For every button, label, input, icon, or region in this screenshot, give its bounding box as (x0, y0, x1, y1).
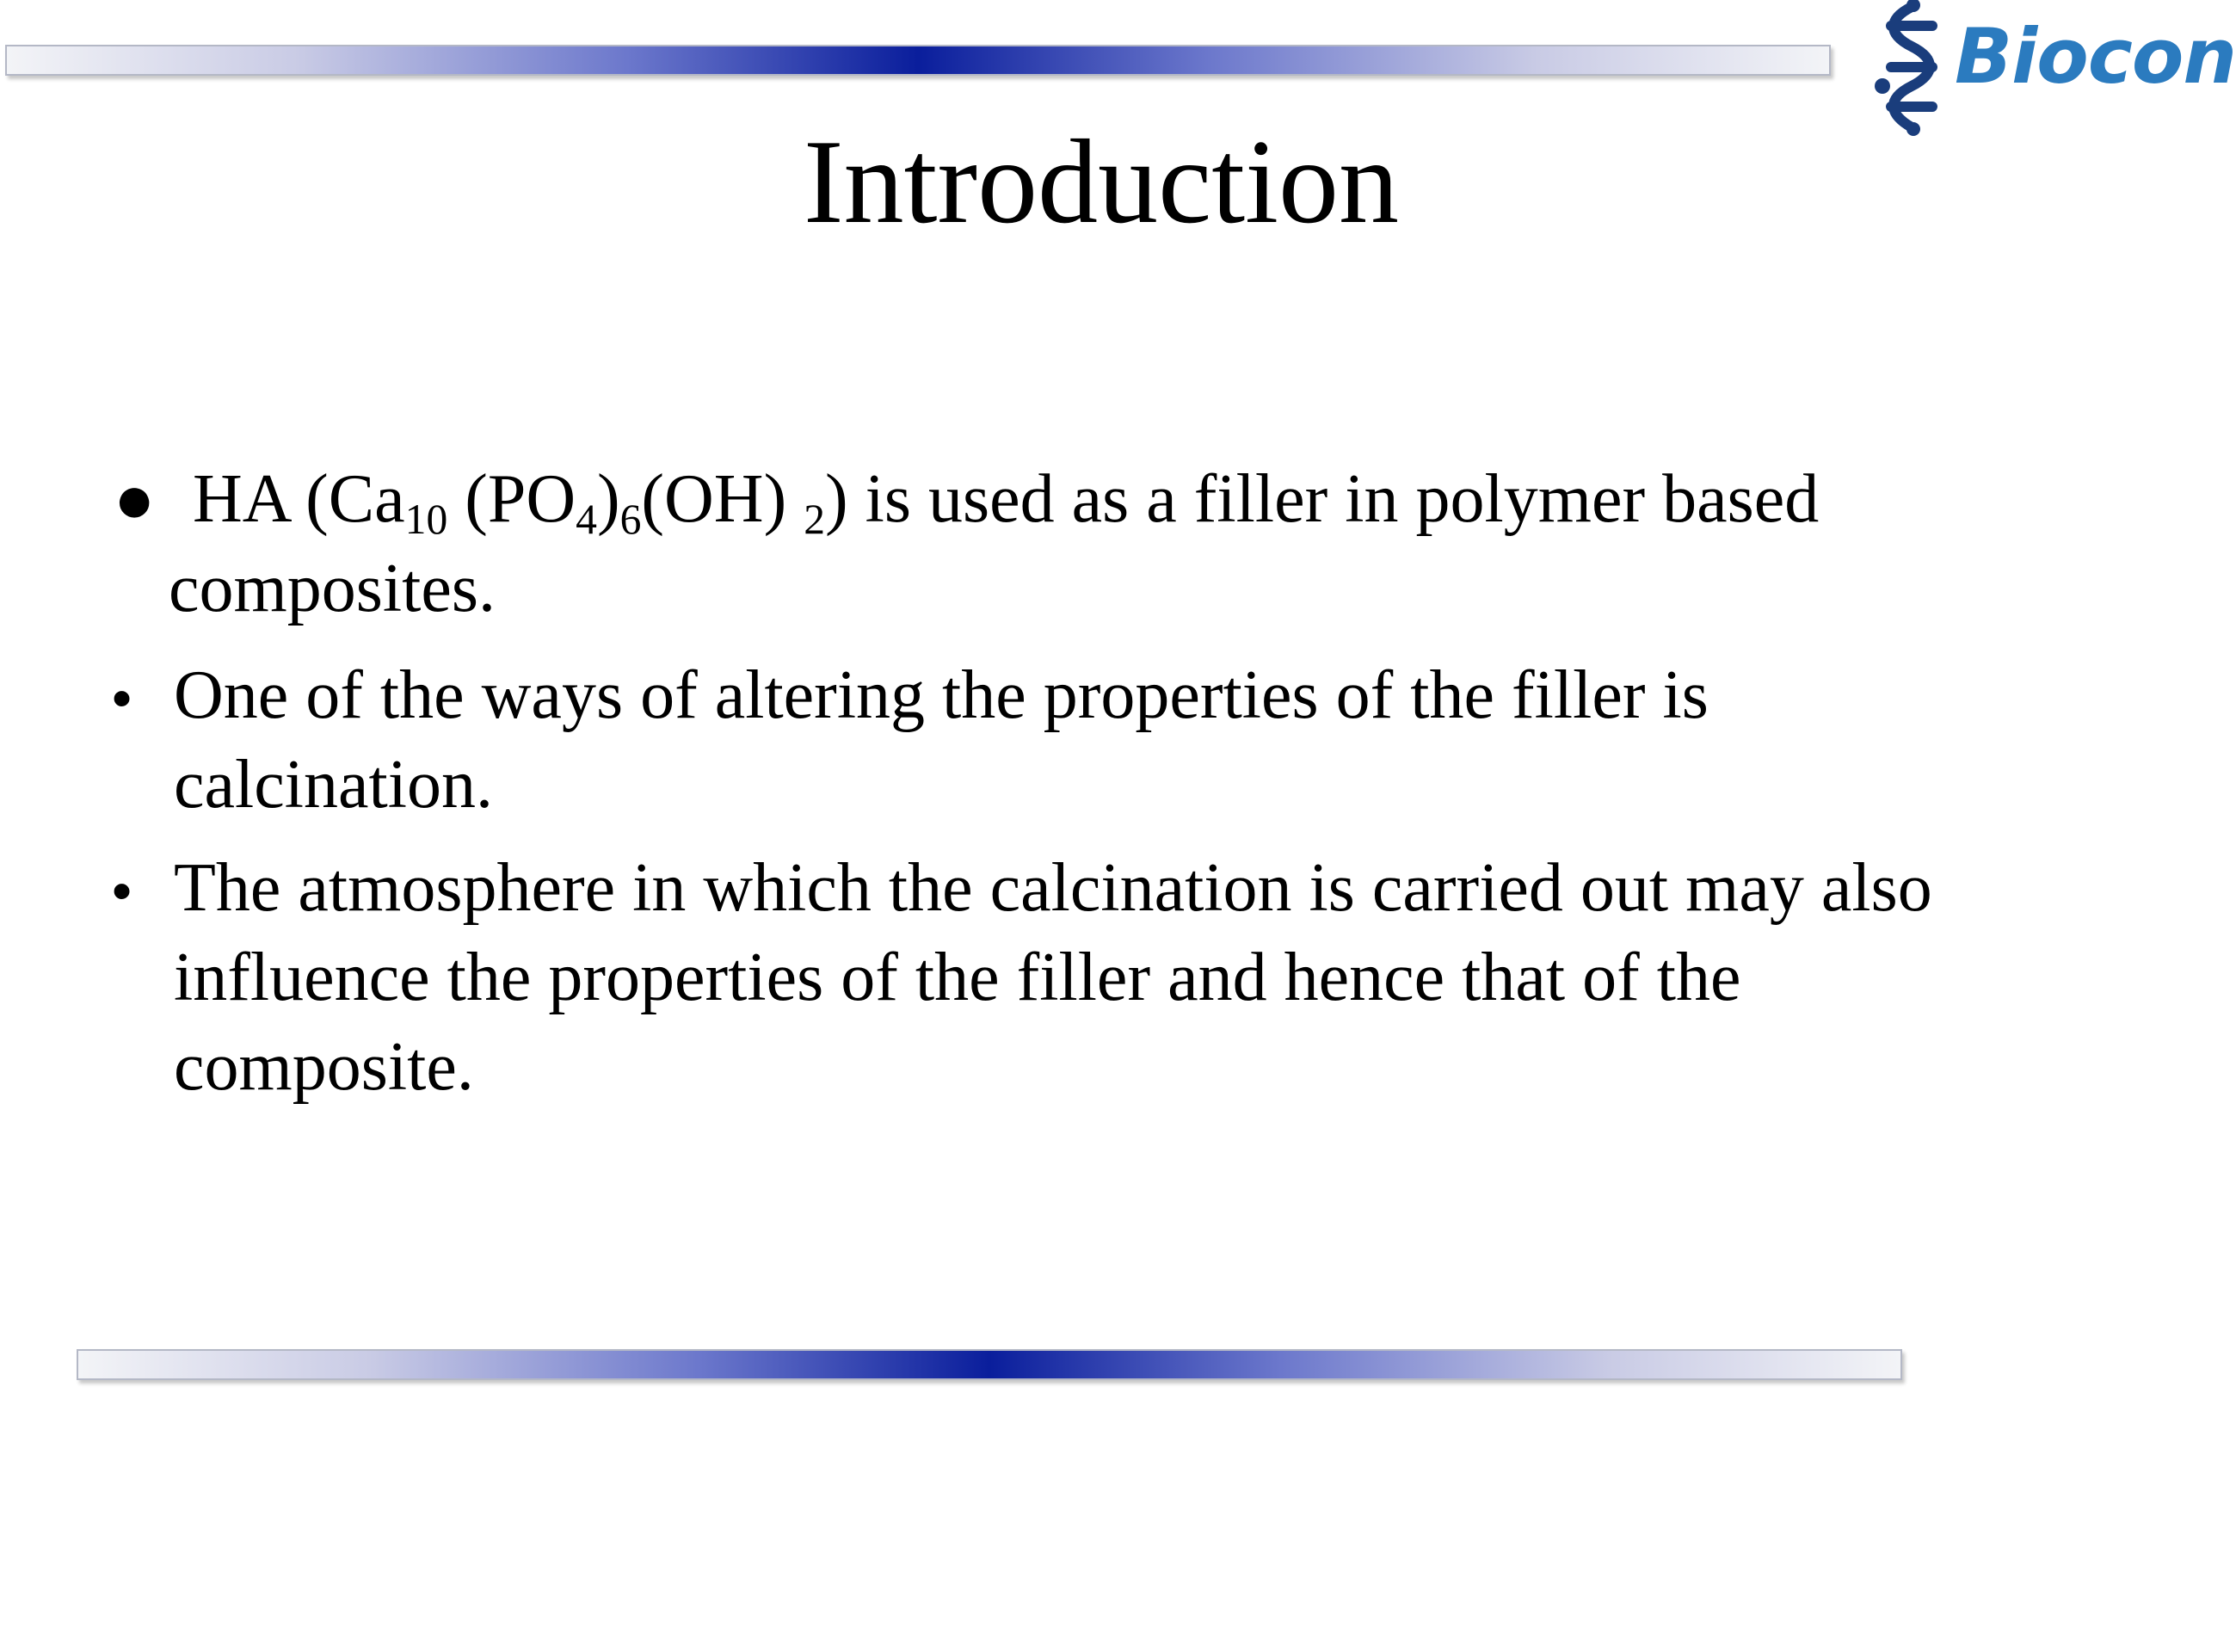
formula-part: HA (Ca (193, 461, 405, 537)
bullet-text (174, 843, 2110, 1112)
formula-subscript: 10 (404, 495, 448, 543)
formula-subscript: 2 (804, 495, 825, 543)
slide-title: Introduction (803, 115, 1400, 249)
top-gradient-bar (5, 45, 1831, 76)
bullet-line: One of the ways of altering the properties of the filler is (174, 657, 1709, 733)
formula-part: (PO (447, 461, 576, 537)
formula-subscript: 4 (576, 495, 597, 543)
formula-part: (OH) (641, 461, 804, 537)
bullet-line: composite. (174, 1029, 474, 1105)
bullet-text-rest: ) is used as a filler in polymer based (825, 461, 1820, 537)
bottom-gradient-bar (77, 1349, 1902, 1380)
bullet-line: composites. (169, 551, 496, 626)
bullet-line: influence the properties of the filler and hence that of the (174, 940, 1741, 1015)
bullet-icon: ● (114, 460, 156, 537)
formula-part: ) (596, 461, 620, 537)
logo-text: Biocon (1955, 12, 2236, 101)
formula-subscript: 6 (619, 495, 642, 543)
bullet-text (169, 454, 2085, 633)
bullet-icon: • (112, 666, 132, 730)
bullet-line: calcination. (174, 747, 493, 823)
bullet-icon: • (112, 859, 132, 922)
bullet-text (174, 650, 2023, 829)
bullet-line (193, 454, 2085, 544)
bullet-line: The atmosphere in which the calcination is carried out may also (174, 850, 1932, 926)
